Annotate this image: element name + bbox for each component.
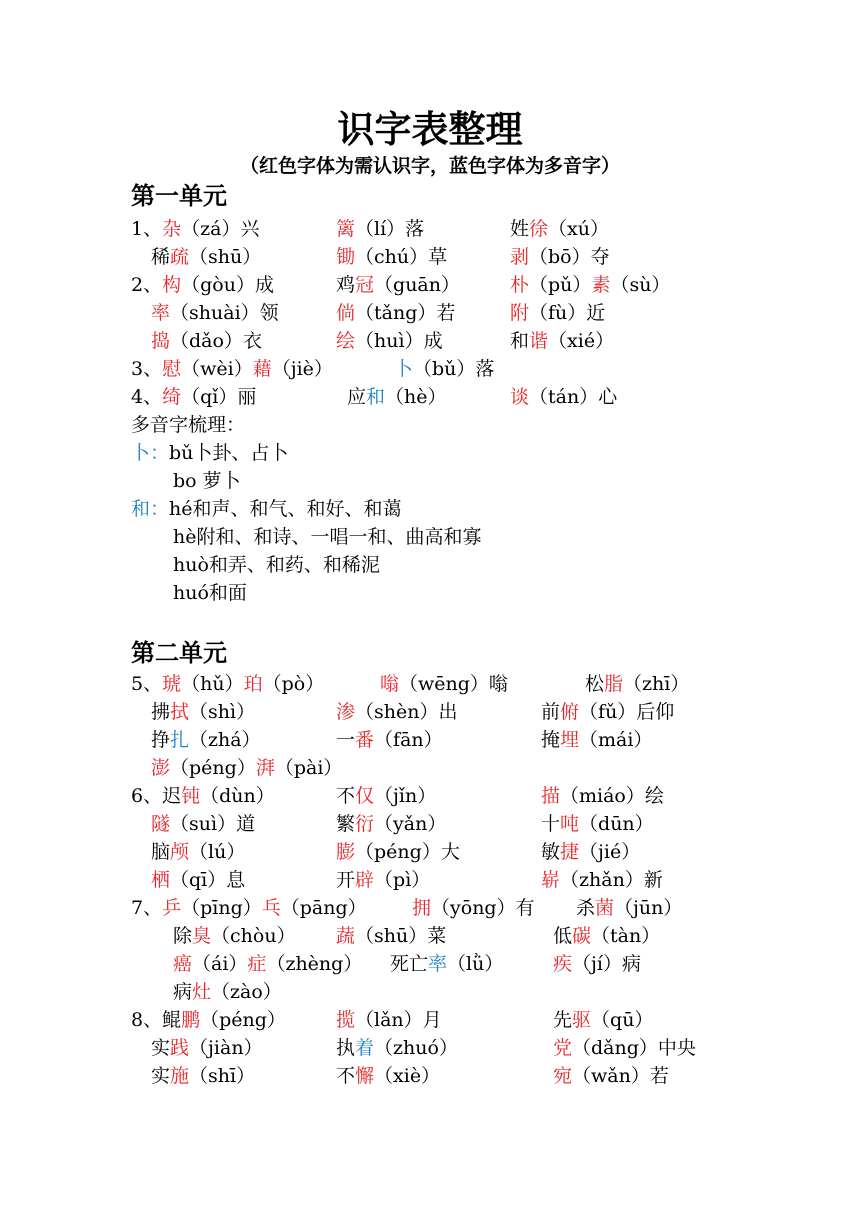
required-char: 谐 — [529, 330, 549, 352]
text-segment: （wèi） — [181, 358, 253, 380]
page-title: 识字表整理 — [337, 107, 523, 151]
required-char: 隧 — [151, 813, 171, 835]
unit2-vocab-entry — [131, 1006, 286, 1034]
required-char: 脂 — [604, 673, 624, 695]
text-segment: 繁 — [336, 813, 356, 835]
unit2-vocab-entry — [576, 894, 682, 922]
text-segment: （shū） — [189, 246, 262, 268]
text-segment: 掩 — [541, 729, 561, 751]
required-char: 锄 — [336, 246, 356, 268]
text-segment: （shèn）出 — [355, 701, 458, 723]
unit1-vocab-entry — [131, 271, 274, 299]
text-segment: （péng） — [170, 757, 256, 779]
text-segment: 稀 — [151, 246, 171, 268]
text-segment: 不 — [336, 1065, 356, 1087]
polyphone-char: 和 — [366, 386, 386, 408]
required-char: 捷 — [560, 841, 580, 863]
polyphone-char: 率 — [428, 953, 448, 975]
text-segment: 开 — [336, 869, 356, 891]
unit2-vocab-entry — [585, 670, 689, 698]
required-char: 篱 — [336, 218, 356, 240]
required-char: 慰 — [162, 358, 182, 380]
text-segment: （qǐ）丽 — [181, 386, 257, 408]
text-segment: 4、 — [131, 386, 163, 408]
text-segment: （tǎng）若 — [355, 302, 456, 324]
unit2-vocab-entry — [336, 698, 457, 726]
text-segment: 先 — [553, 1009, 573, 1031]
required-char: 倘 — [336, 302, 356, 324]
required-char: 崭 — [541, 869, 561, 891]
polyphone-line — [131, 439, 288, 467]
required-char: 杂 — [162, 218, 182, 240]
unit1-vocab-entry — [510, 215, 609, 243]
unit2-vocab-entry — [336, 1034, 458, 1062]
unit2-vocab-entry — [541, 810, 654, 838]
text-segment: （pài） — [274, 757, 343, 779]
required-char: 吨 — [560, 813, 580, 835]
unit2-vocab-entry — [131, 670, 324, 698]
unit1-vocab-entry — [336, 299, 455, 327]
required-char: 党 — [553, 1037, 573, 1059]
text-segment: （péng） — [200, 1009, 286, 1031]
text-segment: （chòu） — [211, 925, 296, 947]
text-segment: 杀 — [576, 897, 596, 919]
text-segment: 5、 — [131, 673, 163, 695]
text-segment: 应 — [347, 386, 367, 408]
text-segment: （pāng） — [280, 897, 367, 919]
required-char: 践 — [170, 1037, 190, 1059]
unit2-vocab-entry — [553, 1034, 696, 1062]
polyphone-char: 和： — [131, 498, 170, 520]
unit1-vocab-entry — [131, 355, 333, 383]
text-segment: huò和弄、和药、和稀泥 — [173, 554, 380, 576]
text-segment: 低 — [553, 925, 573, 947]
unit2-vocab-entry — [541, 838, 640, 866]
required-char: 藉 — [252, 358, 272, 380]
unit2-vocab-entry — [553, 922, 660, 950]
polyphone-char: 卜 — [394, 358, 414, 380]
polyphone-line — [173, 467, 241, 495]
text-segment: 脑 — [151, 841, 171, 863]
text-segment: 除 — [173, 925, 193, 947]
text-segment: 前 — [541, 701, 561, 723]
required-char: 乒 — [162, 897, 182, 919]
text-segment: （mái） — [579, 729, 653, 751]
text-segment: （wēng）嗡 — [399, 673, 508, 695]
text-segment: （fǔ）后仰 — [579, 701, 675, 723]
unit2-vocab-entry — [336, 1006, 442, 1034]
text-segment: （dūn） — [579, 813, 654, 835]
unit1-heading: 第一单元 — [131, 181, 227, 210]
required-char: 施 — [170, 1065, 190, 1087]
unit1-vocab-entry — [394, 355, 494, 383]
text-segment: （zhuó） — [374, 1037, 458, 1059]
required-char: 钝 — [181, 785, 201, 807]
text-segment: 不 — [336, 785, 356, 807]
unit2-vocab-entry — [151, 1034, 263, 1062]
text-segment: （yōng）有 — [431, 897, 535, 919]
required-char: 疾 — [553, 953, 573, 975]
unit1-vocab-entry — [336, 243, 447, 271]
unit2-vocab-entry — [541, 866, 663, 894]
unit2-vocab-entry — [380, 670, 508, 698]
polyphone-char: 扎 — [170, 729, 190, 751]
required-char: 揽 — [336, 1009, 356, 1031]
text-segment: 1、 — [131, 218, 163, 240]
required-char: 驱 — [572, 1009, 592, 1031]
text-segment: （tán）心 — [529, 386, 618, 408]
text-segment: 死亡 — [390, 953, 429, 975]
required-char: 澎 — [151, 757, 171, 779]
text-segment: （xié） — [548, 330, 615, 352]
required-char: 绮 — [162, 386, 182, 408]
unit2-vocab-entry — [151, 866, 245, 894]
required-char: 宛 — [553, 1065, 573, 1087]
text-segment: （péng）大 — [355, 841, 460, 863]
unit1-vocab-entry — [510, 243, 610, 271]
text-segment: （qī）息 — [170, 869, 246, 891]
text-segment: hé和声、和气、和好、和蔼 — [169, 498, 402, 520]
text-segment: 实 — [151, 1065, 171, 1087]
text-segment: （zhī） — [623, 673, 690, 695]
text-segment: （pì） — [374, 869, 431, 891]
unit2-vocab-entry — [151, 726, 261, 754]
required-char: 珀 — [243, 673, 263, 695]
text-segment: （sù） — [610, 274, 671, 296]
required-char: 构 — [162, 274, 182, 296]
unit2-vocab-entry — [336, 726, 443, 754]
polyphone-title: 多音字梳理： — [131, 414, 246, 436]
text-segment: （jié） — [579, 841, 641, 863]
required-char: 率 — [151, 302, 171, 324]
required-char: 拭 — [170, 701, 190, 723]
text-segment: （shī） — [189, 1065, 256, 1087]
text-segment: 执 — [336, 1037, 356, 1059]
required-char: 乓 — [261, 897, 281, 919]
unit2-vocab-entry — [173, 922, 296, 950]
required-char: 栖 — [151, 869, 171, 891]
unit2-vocab-entry — [541, 782, 664, 810]
polyphone-char: 着 — [355, 1037, 375, 1059]
text-segment: （bō）夺 — [529, 246, 610, 268]
unit2-vocab-entry — [336, 922, 446, 950]
unit2-vocab-entry — [151, 698, 255, 726]
page-subtitle: （红色字体为需认识字，蓝色字体为多音字） — [239, 155, 620, 177]
unit2-vocab-entry — [336, 866, 430, 894]
text-segment: （fān） — [374, 729, 443, 751]
required-char: 琥 — [162, 673, 182, 695]
text-segment: （zhèng） — [266, 953, 363, 975]
required-char: 鹏 — [181, 1009, 201, 1031]
text-segment: （zhǎn）新 — [560, 869, 663, 891]
unit2-vocab-entry — [151, 810, 255, 838]
text-segment: （gòu）成 — [181, 274, 274, 296]
required-char: 朴 — [510, 274, 530, 296]
required-char: 蔬 — [336, 925, 356, 947]
text-segment: （guān） — [374, 274, 460, 296]
text-segment: （jūn） — [614, 897, 683, 919]
required-char: 番 — [355, 729, 375, 751]
unit2-vocab-entry — [553, 950, 641, 978]
unit2-vocab-entry — [541, 698, 674, 726]
required-char: 菌 — [595, 897, 615, 919]
text-segment: （miáo）绘 — [560, 785, 664, 807]
required-char: 剥 — [510, 246, 530, 268]
unit2-vocab-entry — [412, 894, 535, 922]
text-segment: （jǐn） — [374, 785, 437, 807]
text-segment: （xiè） — [374, 1065, 441, 1087]
text-segment: 6、迟 — [131, 785, 182, 807]
text-segment: （shì） — [189, 701, 256, 723]
unit1-vocab-entry — [131, 383, 256, 411]
unit2-vocab-entry — [553, 1062, 669, 1090]
polyphone-line — [131, 495, 402, 523]
text-segment: （dǎo）衣 — [170, 330, 262, 352]
unit2-vocab-entry — [390, 950, 503, 978]
required-char: 症 — [247, 953, 267, 975]
text-segment: 病 — [173, 981, 193, 1003]
required-char: 颅 — [170, 841, 190, 863]
text-segment: （chú）草 — [355, 246, 448, 268]
text-segment: 2、 — [131, 274, 163, 296]
unit2-vocab-entry — [131, 782, 275, 810]
required-char: 仅 — [355, 785, 375, 807]
text-segment: （pò） — [262, 673, 325, 695]
required-char: 衍 — [355, 813, 375, 835]
text-segment: （xú） — [548, 218, 609, 240]
required-char: 拥 — [412, 897, 432, 919]
text-segment: （pǔ） — [529, 274, 592, 296]
text-segment: （hè） — [385, 386, 447, 408]
text-segment: 拂 — [151, 701, 171, 723]
polyphone-char: 卜： — [131, 442, 170, 464]
required-char: 癌 — [173, 953, 193, 975]
unit2-vocab-entry — [151, 754, 342, 782]
text-segment: （tàn） — [591, 925, 661, 947]
unit2-vocab-entry — [151, 838, 245, 866]
text-segment: （jí）病 — [572, 953, 641, 975]
required-char: 懈 — [355, 1065, 375, 1087]
required-char: 灶 — [192, 981, 212, 1003]
text-segment: bo 萝卜 — [173, 470, 241, 492]
text-segment: （ái） — [192, 953, 248, 975]
text-segment: 3、 — [131, 358, 163, 380]
required-char: 描 — [541, 785, 561, 807]
unit1-vocab-entry — [510, 327, 614, 355]
text-segment: （huì）成 — [355, 330, 443, 352]
unit1-vocab-entry — [510, 383, 617, 411]
unit2-vocab-entry — [336, 782, 436, 810]
text-segment: （bǔ）落 — [413, 358, 495, 380]
required-char: 素 — [591, 274, 611, 296]
unit1-vocab-entry — [336, 271, 460, 299]
unit1-vocab-entry — [336, 215, 424, 243]
required-char: 碳 — [572, 925, 592, 947]
text-segment: 鸡 — [336, 274, 356, 296]
text-segment: （zá）兴 — [181, 218, 260, 240]
text-segment: huó和面 — [173, 582, 247, 604]
text-segment: （shū）菜 — [355, 925, 447, 947]
required-char: 绘 — [336, 330, 356, 352]
text-segment: （yǎn） — [374, 813, 447, 835]
unit1-vocab-entry — [510, 299, 605, 327]
text-segment: 敏 — [541, 841, 561, 863]
text-segment: （pīng） — [181, 897, 262, 919]
text-segment: （zào） — [211, 981, 282, 1003]
text-segment: （dùn） — [200, 785, 275, 807]
text-segment: （lí）落 — [355, 218, 425, 240]
unit2-vocab-entry — [173, 978, 282, 1006]
unit2-vocab-entry — [131, 894, 367, 922]
unit2-vocab-entry — [336, 810, 446, 838]
unit1-vocab-entry — [336, 327, 443, 355]
required-char: 冠 — [355, 274, 375, 296]
unit2-heading: 第二单元 — [131, 638, 227, 667]
polyphone-line — [173, 579, 247, 607]
text-segment: （jiè） — [271, 358, 333, 380]
unit1-vocab-entry — [151, 243, 261, 271]
required-char: 俯 — [560, 701, 580, 723]
text-segment: （zhá） — [189, 729, 261, 751]
text-segment: 姓 — [510, 218, 530, 240]
required-char: 臭 — [192, 925, 212, 947]
unit2-vocab-entry — [151, 1062, 255, 1090]
text-segment: 8、鲲 — [131, 1009, 182, 1031]
required-char: 湃 — [255, 757, 275, 779]
required-char: 埋 — [560, 729, 580, 751]
unit2-vocab-entry — [553, 1006, 653, 1034]
text-segment: 实 — [151, 1037, 171, 1059]
text-segment: （lú） — [189, 841, 246, 863]
required-char: 嗡 — [380, 673, 400, 695]
required-char: 徐 — [529, 218, 549, 240]
text-segment: （dǎng）中央 — [572, 1037, 696, 1059]
unit2-vocab-entry — [173, 950, 362, 978]
required-char: 附 — [510, 302, 530, 324]
required-char: 膨 — [336, 841, 356, 863]
polyphone-line — [173, 551, 380, 579]
unit1-vocab-entry — [131, 215, 259, 243]
text-segment: （lǜ） — [447, 953, 504, 975]
text-segment: 一 — [336, 729, 356, 751]
unit1-vocab-entry — [151, 299, 279, 327]
text-segment: （wǎn）若 — [572, 1065, 669, 1087]
required-char: 捣 — [151, 330, 171, 352]
text-segment: 松 — [585, 673, 605, 695]
text-segment: 7、 — [131, 897, 163, 919]
required-char: 辟 — [355, 869, 375, 891]
required-char: 谈 — [510, 386, 530, 408]
text-segment: 和 — [510, 330, 530, 352]
text-segment: （jiàn） — [189, 1037, 263, 1059]
text-segment: （fù）近 — [529, 302, 606, 324]
text-segment: （shuài）领 — [170, 302, 279, 324]
unit1-vocab-entry — [151, 327, 262, 355]
unit1-vocab-entry — [347, 383, 447, 411]
text-segment: 挣 — [151, 729, 171, 751]
unit2-vocab-entry — [336, 838, 460, 866]
text-segment: （hǔ） — [181, 673, 244, 695]
polyphone-line — [173, 523, 481, 551]
required-char: 疏 — [170, 246, 190, 268]
text-segment: hè附和、和诗、一唱一和、曲高和寡 — [173, 526, 482, 548]
text-segment: （qū） — [591, 1009, 654, 1031]
unit2-vocab-entry — [336, 1062, 440, 1090]
unit1-vocab-entry — [510, 271, 670, 299]
text-segment: （suì）道 — [170, 813, 256, 835]
text-segment: （lǎn）月 — [355, 1009, 442, 1031]
text-segment: bǔ卜卦、占卜 — [169, 442, 289, 464]
text-segment: 十 — [541, 813, 561, 835]
required-char: 渗 — [336, 701, 356, 723]
unit2-vocab-entry — [541, 726, 652, 754]
